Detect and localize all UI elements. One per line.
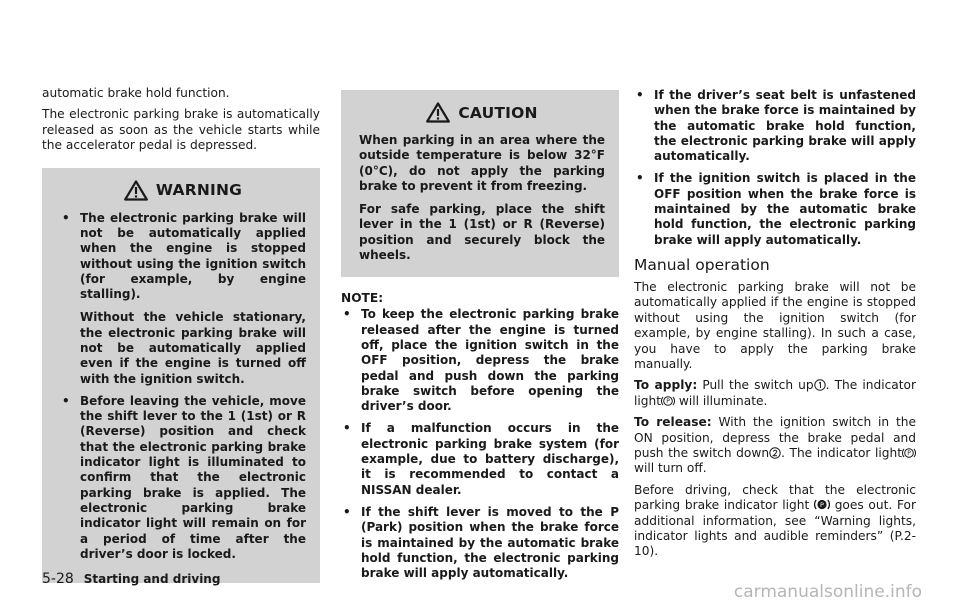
intro-line: automatic brake hold function. [42,86,230,100]
note-item: • If a malfunction occurs in the electronic parking brake system (for example, due to battery discharge), it is recommended to contact a NISSAN dealer. [341,421,619,497]
parking-brake-warning-light-icon [814,498,830,511]
warning-title: WARNING [155,181,243,200]
caution-title: CAUTION [458,103,538,122]
warning-item [60,394,306,562]
caution-title-row [359,102,605,123]
release-text: . The indicator light [781,446,902,461]
warning-triangle-icon [124,180,148,201]
apply-text: will illuminate. [678,393,768,408]
note-label: NOTE: [341,291,384,306]
auto-release-paragraph: The electronic parking brake is automatically released as soon as the vehicle starts while the accelerator pedal is depressed. [42,107,320,153]
apply-text: . The indicator light [634,378,917,408]
warning-list [60,211,306,563]
warning-item-subtext: Without the vehicle stationary, the electronic parking brake will not be automatically applied even if the engine is turned off with the ignition switch. [80,310,306,386]
release-paragraph [634,415,916,477]
apply-label: To apply: [634,378,698,393]
callout-2-icon [769,447,781,459]
parking-brake-indicator-icon [902,447,916,459]
watermark: carmanualsonline.info [733,582,922,602]
warning-item [60,211,306,387]
caution-paragraph: For safe parking, place the shift lever in the 1 (1st) or R (Reverse) position and securely block the wheels. [359,202,605,263]
callout-1-icon [814,379,826,391]
warning-item-text: The electronic parking brake will not be automatically applied when the engine is stopped without using the ignition switch (for example, by engine stalling). [80,210,306,302]
note-item: • To keep the electronic parking brake released after the engine is turned off, place the ignition switch in the OFF position, depress the brake pedal and push down the parking brake switch before opening the driver’s door. [341,307,619,414]
section-title: Starting and driving [83,572,221,586]
apply-text: Pull the switch up [702,378,814,393]
parking-brake-indicator-icon [661,395,675,407]
release-text: With the ignition switch in the ON position, depress the brake pedal and push the switch down [634,415,917,461]
note-list-continued [634,88,916,248]
warning-title-row [60,180,306,201]
column-middle [341,90,619,588]
caution-box [341,90,619,277]
caution-paragraph: When parking in an area where the outside temperature is below 32°F (0°C), do not apply the parking brake to prevent it from freezing. [359,133,605,193]
manual-paragraph: The electronic parking brake will not be automatically applied if the engine is stopped without using the ignition switch (for example, by engine stalling). In such a case, you have to apply the parking brake manually. [634,279,916,371]
svg-text:P: P [666,398,670,406]
release-text: will turn off. [634,461,707,476]
note-list [341,307,619,581]
note-item: • If the ignition switch is placed in the OFF position when the brake force is maintained by the automatic brake hold function, the electronic parking brake will apply automatically. [634,171,916,247]
svg-text:P: P [907,450,911,458]
note-item: • If the driver’s seat belt is unfastened when the brake force is maintained by the automatic brake hold function, the electronic parking brake will apply automatically. [634,88,916,164]
svg-text:P: P [820,501,824,510]
column-right [634,88,916,566]
before-text: Before driving, check that the electronic parking brake indicator light [634,482,916,513]
warning-box [42,168,320,584]
note-item: • If the shift lever is moved to the P (Park) position when the brake force is maintained by the automatic brake hold function, the electronic parking brake will apply automatically. [341,505,619,581]
before-text: goes out. For additional information, see “Warning lights, indicator lights and audible reminders” (P.2-10). [634,498,917,559]
column-left [42,86,320,583]
caution-triangle-icon [426,102,450,123]
section-heading: Manual operation [634,255,770,274]
release-label: To release: [634,415,712,430]
page-footer [42,571,220,587]
warning-item-text: Before leaving the vehicle, move the shift lever to the 1 (1st) or R (Reverse) position and check that the electronic parking brake indicator light is illuminated to confirm that the electronic parking brake is applied. The electronic parking brake indicator light will remain on for a period of time after the driver’s door is locked. [80,393,306,561]
apply-paragraph [634,378,916,409]
before-driving-paragraph [634,483,916,560]
page-number: 5-28 [42,571,74,587]
